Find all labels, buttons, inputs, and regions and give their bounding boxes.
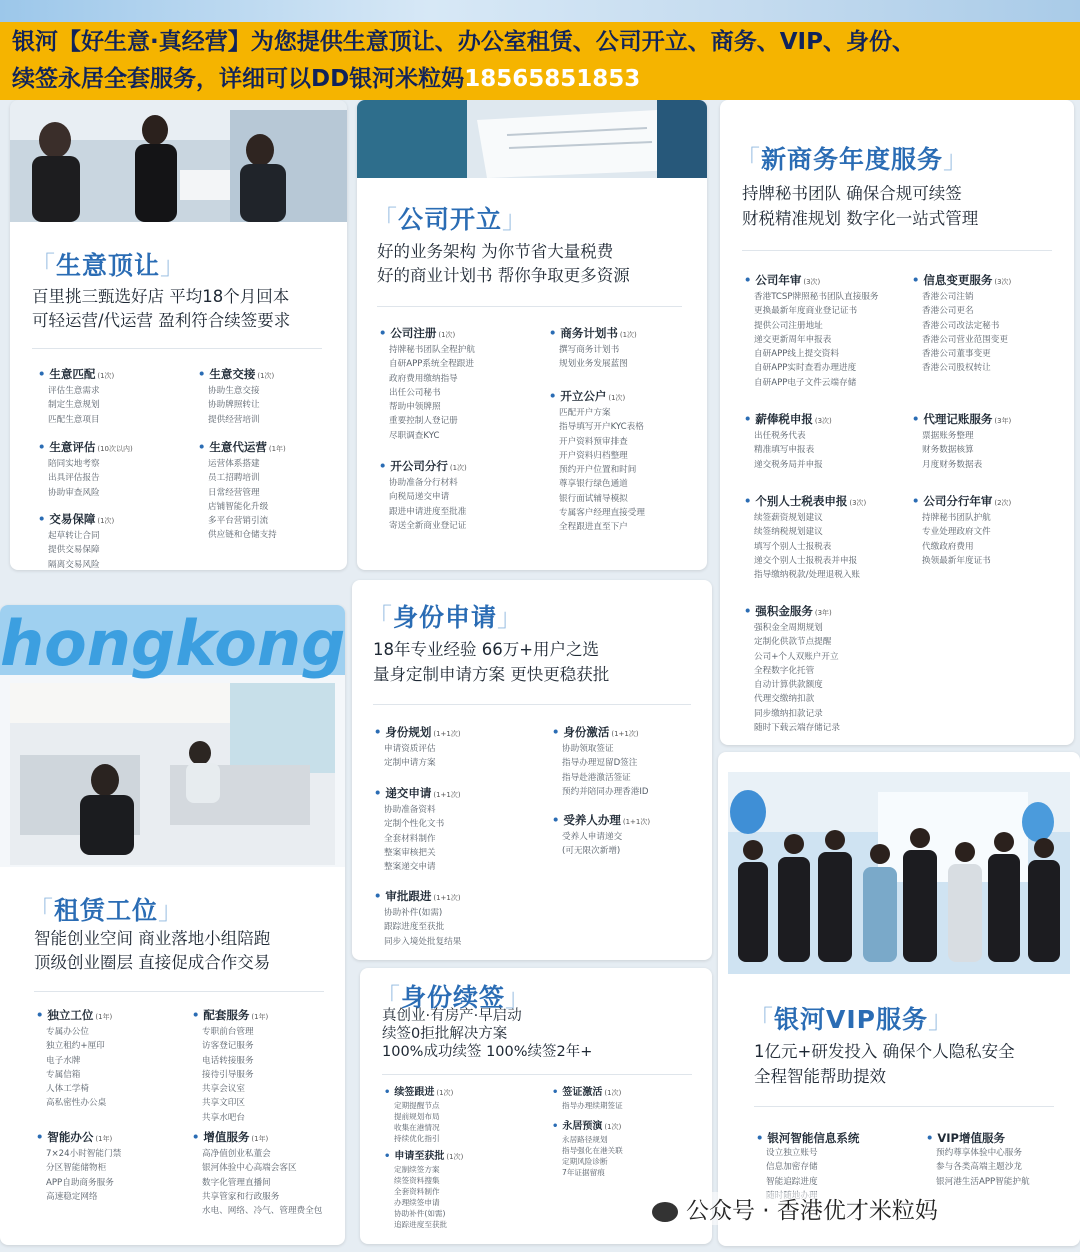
group-heading: • 生意匹配 (1次)	[38, 366, 114, 384]
list-item: 运营体系搭建	[208, 459, 260, 469]
group-business-handover	[198, 366, 274, 427]
group-heading: • VIP增值服务	[926, 1130, 1030, 1146]
list-item: 香港公司改法定秘书	[922, 320, 1000, 331]
group-heading: • 生意评估 (10次以内)	[38, 439, 133, 457]
list-item: 公司+个人双账户开立	[754, 651, 839, 662]
list-item: 香港公司更名	[922, 306, 974, 317]
list-item: 香港公司营业范围变更	[922, 334, 1008, 345]
card-subtitle-1: 好的业务架构 为你节省大量税费	[377, 242, 614, 261]
group-trade-guarantee	[38, 511, 114, 570]
group-dedicated-desk	[36, 1007, 112, 1111]
list-item: 香港TCSP牌照秘书团队直接服务	[754, 292, 879, 302]
list-item: 填写个别人士报税表	[754, 541, 832, 552]
group-submit-application	[374, 785, 461, 874]
card-title: 「银河VIP服务」	[748, 1005, 955, 1034]
list-item: 协助牌照转让	[208, 400, 260, 411]
list-item: 访客登记服务	[202, 1041, 254, 1052]
list-item: 高净值创业私董会	[202, 1149, 271, 1159]
list-item: 隔离交易风险	[48, 559, 100, 570]
list-item: 共享会议室	[202, 1084, 245, 1095]
card-title: 「公司开立」	[372, 205, 529, 234]
list-item: 更换最新年度商业登记证书	[754, 306, 858, 317]
photo-office-workspace	[0, 605, 345, 867]
group-mpf	[744, 603, 840, 735]
list-item: 寄送全新商业登记证	[389, 520, 467, 531]
list-item: 协助准备资料	[384, 805, 436, 815]
group-heading: • 永居预演 (1次)	[552, 1120, 623, 1134]
group-company-registration	[379, 325, 475, 443]
group-heading: • 续签跟进 (1次)	[384, 1086, 453, 1100]
group-business-operation	[198, 439, 286, 543]
list-item: 票据账务整理	[922, 431, 974, 441]
list-item: 专属信箱	[46, 1069, 81, 1080]
group-salary-tax	[744, 411, 832, 472]
banner-line-2: 续签永居全套服务，详细可以DD银河米粒妈	[12, 66, 465, 92]
group-heading: • 开立公户 (1次)	[549, 388, 645, 406]
list-item: 撰写商务计划书	[559, 345, 620, 355]
list-item: 提供交易保障	[48, 545, 100, 556]
list-item: 强积金全周期规划	[754, 623, 823, 633]
list-item: 跟进申请进度至批准	[389, 506, 467, 517]
list-item: 协助补件(如需)	[394, 1209, 446, 1218]
group-heading: • 强积金服务 (3年)	[744, 603, 840, 621]
list-item: 整案递交申请	[384, 862, 436, 873]
group-dependant	[552, 812, 650, 859]
card-identity	[352, 580, 712, 960]
group-heading: • 审批跟进 (1+1次)	[374, 888, 461, 906]
list-item: 定制化供款节点提醒	[754, 637, 832, 648]
list-item: 协助准备分行材料	[389, 478, 458, 488]
list-item: 全程数字化托管	[754, 665, 815, 676]
list-item: 智能追踪进度	[766, 1176, 818, 1187]
card-subtitle-2: 续签0拒批解决方案	[382, 1026, 508, 1042]
list-item: 开户资料预审排查	[559, 436, 628, 447]
card-subtitle-2: 好的商业计划书 帮你争取更多资源	[377, 266, 630, 285]
list-item: 指导强化在港关联	[562, 1146, 623, 1155]
list-item: 全套资料制作	[394, 1187, 440, 1196]
list-item: 自研APP系统全程跟进	[389, 359, 474, 370]
list-item: 续签纳税规划建议	[754, 527, 823, 538]
group-value-added	[192, 1129, 322, 1218]
list-item: 评估生意需求	[48, 386, 100, 396]
list-item: 跟踪进度至获批	[384, 922, 445, 933]
list-item: 日常经营管理	[208, 487, 260, 498]
banner-phone: 18565851853	[464, 66, 641, 92]
group-heading: • 交易保障 (1次)	[38, 511, 114, 529]
list-item: 协助生意交接	[208, 386, 260, 396]
group-heading: • 公司注册 (1次)	[379, 325, 475, 343]
list-item: 同步入境处批复结果	[384, 936, 462, 947]
banner-line-1: 银河【好生意·真经营】为您提供生意顶让、办公室租赁、公司开立、商务、VIP、身份、	[12, 29, 915, 55]
list-item: 整案审核把关	[384, 847, 436, 858]
group-heading: • 增值服务 (1年)	[192, 1129, 322, 1147]
list-item: 员工招聘培训	[208, 473, 260, 484]
list-item: 指导赴港激活签证	[562, 772, 631, 783]
card-title: 「租赁工位」	[28, 896, 185, 925]
list-item: 供应链和仓储支持	[208, 530, 277, 541]
card-workspace	[0, 605, 345, 1245]
group-heading: • 智能办公 (1年)	[36, 1129, 121, 1147]
group-bookkeeping	[912, 411, 1011, 472]
list-item: 同步缴纳扣款记录	[754, 708, 823, 719]
list-item: 参与各类高端主题沙龙	[936, 1162, 1022, 1173]
list-item: 起草转让合同	[48, 531, 100, 541]
list-item: 7年证据留痕	[562, 1168, 605, 1177]
card-subtitle-1: 真创业·有房产·早启动	[382, 1008, 522, 1024]
list-item: 递交税务局并申报	[754, 459, 823, 470]
group-heading: • 银河智能信息系统	[756, 1130, 859, 1146]
card-subtitle-1: 持牌秘书团队 确保合规可续签	[742, 184, 962, 203]
promo-banner	[0, 22, 1080, 100]
list-item: 办理续签申请	[394, 1198, 440, 1207]
list-item: 香港公司董事变更	[922, 349, 991, 360]
list-item: 出任公司秘书	[389, 387, 441, 398]
group-heading: • 薪俸税申报 (3次)	[744, 411, 832, 429]
list-item: 开户资料归档整理	[559, 450, 628, 461]
list-item: 银河体验中心高端会客区	[202, 1163, 297, 1174]
watermark-text: 公众号 · 香港优才米粒妈	[686, 1198, 938, 1224]
group-business-match	[38, 366, 114, 427]
list-item: 定制个性化文书	[384, 819, 445, 830]
list-item: 预约尊享体验中心服务	[936, 1148, 1022, 1158]
group-heading: • 配套服务 (1年)	[192, 1007, 268, 1025]
list-item: 接待引导服务	[202, 1069, 254, 1080]
list-item: 预约并陪同办理香港ID	[562, 786, 649, 797]
list-item: 高速稳定网络	[46, 1191, 98, 1202]
group-heading: • 受养人办理 (1+1次)	[552, 812, 650, 830]
card-title: 「生意顶让」	[30, 251, 187, 280]
group-heading: • 身份规划 (1+1次)	[374, 724, 461, 742]
list-item: 帮助申领牌照	[389, 402, 441, 413]
group-heading: • 生意交接 (1次)	[198, 366, 274, 384]
group-identity-activation	[552, 724, 649, 799]
list-item: 7×24小时智能门禁	[46, 1149, 122, 1159]
list-item: 预约开户位置和时间	[559, 465, 637, 476]
group-annual-review	[744, 272, 879, 390]
list-item: 定期风险诊断	[562, 1157, 608, 1166]
list-item: 代缴政府费用	[922, 541, 974, 552]
list-item: 制定生意规划	[48, 400, 100, 411]
list-item: 自研APP线上提交资料	[754, 349, 839, 360]
group-vip-value-added	[926, 1130, 1030, 1189]
list-item: 精准填写申报表	[754, 445, 815, 456]
card-title: 「身份申请」	[367, 603, 524, 632]
list-item: 银河港生活APP智能护航	[936, 1176, 1030, 1187]
group-heading: • 信息变更服务 (3次)	[912, 272, 1011, 290]
list-item: 高私密性办公桌	[46, 1098, 107, 1109]
list-item: 续签薪资规划建议	[754, 513, 823, 523]
list-item: 自动计算供款额度	[754, 680, 823, 691]
list-item: 香港公司注销	[922, 292, 974, 302]
list-item: 多平台营销引流	[208, 516, 269, 527]
group-pr-preview	[552, 1120, 623, 1178]
group-heading: • 独立工位 (1年)	[36, 1007, 112, 1025]
list-item: 持牌秘书团队全程护航	[389, 345, 475, 355]
card-title: 「新商务年度服务」	[735, 145, 970, 174]
wechat-watermark	[652, 1192, 938, 1225]
group-identity-planning	[374, 724, 461, 771]
list-item: 定制申请方案	[384, 758, 436, 769]
photo-document-signing	[357, 100, 707, 178]
list-item: 设立独立账号	[766, 1148, 818, 1158]
list-item: 信息加密存储	[766, 1162, 818, 1173]
group-support-services	[192, 1007, 268, 1125]
photo-celebration-event	[728, 772, 1070, 974]
list-item: 自研APP电子文件云端存储	[754, 377, 857, 388]
list-item: 共享水吧台	[202, 1112, 245, 1123]
card-business-transfer	[10, 100, 347, 570]
top-decorative-strip	[0, 0, 1080, 22]
list-item: 独立租约+厘印	[46, 1041, 105, 1052]
list-item: 月度财务数据表	[922, 459, 983, 470]
list-item: 规划业务发展蓝图	[559, 359, 628, 370]
group-smart-office	[36, 1129, 121, 1204]
group-heading: • 身份激活 (1+1次)	[552, 724, 649, 742]
group-branch-review	[912, 493, 1011, 568]
list-item: 递交个别人士报税表并申报	[754, 555, 858, 566]
card-company-setup	[357, 100, 707, 570]
list-item: 重要控制人登记册	[389, 416, 458, 427]
hongkong-decor-text: hongkong	[0, 607, 345, 680]
group-heading: • 签证激活 (1次)	[552, 1086, 623, 1100]
list-item: 提前规划布局	[394, 1112, 440, 1121]
divider	[382, 1074, 692, 1075]
wechat-icon	[652, 1202, 678, 1222]
list-item: 共享管家和行政服务	[202, 1191, 280, 1202]
list-item: 提供经营培训	[208, 414, 260, 425]
group-business-plan	[549, 325, 637, 372]
list-item: 专属客户经理直接受理	[559, 508, 645, 519]
list-item: 银行面试辅导模拟	[559, 493, 628, 504]
card-vip	[718, 752, 1080, 1246]
group-heading: • 开公司分行 (1次)	[379, 458, 467, 476]
list-item: 全程跟进直至下户	[559, 522, 628, 533]
list-item: 指导办理续期签证	[562, 1101, 623, 1110]
card-subtitle-2: 财税精准规划 数字化一站式管理	[742, 209, 979, 228]
list-item: 尽职调查KYC	[389, 430, 440, 441]
list-item: 协助审查风险	[48, 487, 100, 498]
list-item: 匹配生意项目	[48, 414, 100, 425]
divider	[377, 306, 682, 307]
group-branch-setup	[379, 458, 467, 533]
photo-business-meeting	[10, 100, 347, 222]
group-personal-tax	[744, 493, 866, 582]
list-item: 专职前台管理	[202, 1027, 254, 1037]
divider	[742, 250, 1052, 251]
list-item: 陪同实地考察	[48, 459, 100, 469]
list-item: 追踪进度至获批	[394, 1220, 448, 1229]
list-item: 人体工学椅	[46, 1084, 89, 1095]
list-item: 出任税务代表	[754, 431, 806, 441]
divider	[34, 991, 324, 992]
list-item: 店铺智能化升级	[208, 501, 269, 512]
list-item: 共享文印区	[202, 1098, 245, 1109]
group-apply-approval	[384, 1150, 463, 1230]
list-item: 财务数据核算	[922, 445, 974, 456]
list-item: 全套材料制作	[384, 833, 436, 844]
list-item: 电话转接服务	[202, 1055, 254, 1066]
list-item: 指导办理逗留D签注	[562, 758, 638, 769]
list-item: 专业处理政府文件	[922, 527, 991, 538]
group-heading: • 申请至获批 (1次)	[384, 1150, 463, 1164]
list-item: 专属办公位	[46, 1027, 89, 1037]
list-item: 持续优化指引	[394, 1134, 440, 1143]
list-item: 尊享银行绿色通道	[559, 479, 628, 490]
divider	[32, 348, 322, 349]
list-item: 政府费用缴纳指导	[389, 373, 458, 384]
list-item: 匹配开户方案	[559, 408, 611, 418]
list-item: 自研APP实时查看办理进度	[754, 363, 857, 374]
group-heading: • 商务计划书 (1次)	[549, 325, 637, 343]
list-item: (可无限次新增)	[562, 846, 621, 857]
list-item: 分区智能储物柜	[46, 1163, 107, 1174]
list-item: 向税局递交申请	[389, 492, 450, 503]
group-approval-followup	[374, 888, 461, 949]
list-item: 电子水牌	[46, 1055, 81, 1066]
group-heading: • 代理记账服务 (3年)	[912, 411, 1011, 429]
list-item: 协助领取签证	[562, 744, 614, 754]
group-heading: • 递交申请 (1+1次)	[374, 785, 461, 803]
group-visa-activation	[552, 1086, 623, 1111]
group-heading: • 公司年审 (3次)	[744, 272, 879, 290]
card-title: 「身份续签」	[375, 983, 532, 1012]
group-heading: • 生意代运营 (1年)	[198, 439, 286, 457]
card-subtitle-2: 可轻运营/代运营 盈利符合续签要求	[32, 311, 291, 330]
card-subtitle-2: 顶级创业圈层 直接促成合作交易	[34, 953, 271, 972]
group-heading: • 公司分行年审 (2次)	[912, 493, 1011, 511]
list-item: 受养人申请递交	[562, 832, 623, 842]
list-item: 协助补件(如需)	[384, 908, 443, 918]
card-subtitle-2: 量身定制申请方案 更快更稳获批	[373, 665, 610, 684]
list-item: 定制续签方案	[394, 1165, 440, 1174]
list-item: 出具评估报告	[48, 473, 100, 484]
list-item: 续签资料搜集	[394, 1176, 440, 1185]
list-item: 申请资质评估	[384, 744, 436, 754]
group-heading: • 个别人士税表申报 (3次)	[744, 493, 866, 511]
list-item: 代理交缴纳扣款	[754, 694, 815, 705]
list-item: 收集在港情况	[394, 1123, 440, 1132]
group-open-account	[549, 388, 645, 535]
card-subtitle-3: 100%成功续签 100%续签2年+	[382, 1044, 593, 1060]
group-renewal-followup	[384, 1086, 453, 1144]
list-item: APP自助商务服务	[46, 1177, 114, 1188]
card-subtitle-1: 百里挑三甄选好店 平均18个月回本	[32, 287, 290, 306]
list-item: 指导缴纳税款/处理退税入账	[754, 570, 861, 581]
list-item: 随时下载云端存储记录	[754, 723, 840, 734]
list-item: 指导填写开户KYC表格	[559, 422, 644, 433]
list-item: 提供公司注册地址	[754, 320, 823, 331]
card-subtitle-2: 全程智能帮助提效	[754, 1067, 886, 1086]
list-item: 香港公司股权转让	[922, 363, 991, 374]
group-business-evaluation	[38, 439, 133, 500]
list-item: 换领最新年度证书	[922, 555, 991, 566]
card-subtitle-1: 18年专业经验 66万+用户之选	[373, 640, 600, 659]
card-new-business	[720, 100, 1074, 745]
list-item: 定期提醒节点	[394, 1101, 440, 1110]
list-item: 持牌秘书团队护航	[922, 513, 991, 523]
card-subtitle-1: 1亿元+研发投入 确保个人隐私安全	[754, 1042, 1015, 1061]
list-item: 水电、网络、冷气、管理费全包	[202, 1206, 323, 1217]
group-info-change	[912, 272, 1011, 376]
list-item: 递交更新周年申报表	[754, 334, 832, 345]
list-item: 数字化管理直播间	[202, 1177, 271, 1188]
divider	[754, 1106, 1054, 1107]
divider	[373, 704, 691, 705]
list-item: 永居路径规划	[562, 1135, 608, 1144]
card-subtitle-1: 智能创业空间 商业落地小组陪跑	[34, 929, 271, 948]
